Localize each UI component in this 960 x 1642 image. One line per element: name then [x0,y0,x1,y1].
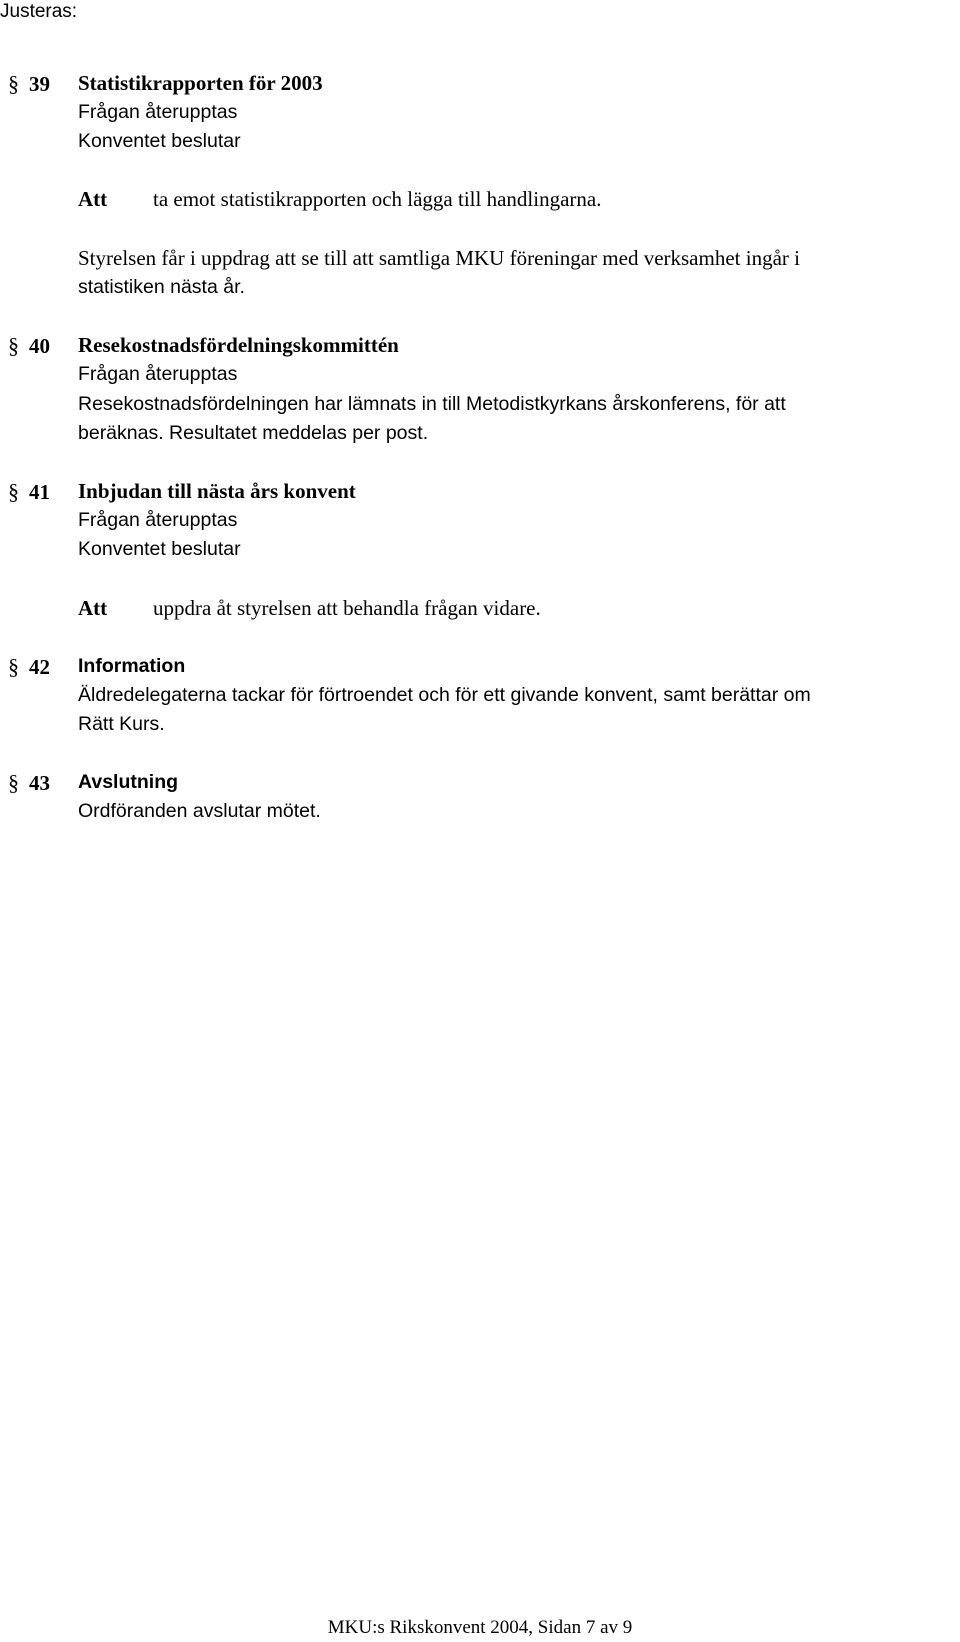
section-39-number [8,69,68,99]
section-41-line-1: Frågan återupptas [78,509,238,531]
section-41-line-2: Konventet beslutar [78,538,241,560]
section-39-line-2: Konventet beslutar [78,130,241,152]
section-40-paragraph-line-1: Resekostnadsfördelningen har lämnats in till Metodistkyrkans årskonferens, för att [78,393,786,415]
section-42-paragraph-line-1: Äldredelegaterna tackar för förtroendet och för ett givande konvent, samt berättar om [78,684,811,706]
section-41-att-text: uppdra åt styrelsen att behandla frågan vidare. [153,596,541,620]
section-40-line-1: Frågan återupptas [78,363,238,385]
section-40-paragraph-line-2: beräknas. Resultatet meddelas per post. [78,422,429,444]
section-42-title: Information [78,655,186,677]
section-number: 39 [29,72,50,96]
section-43-line-1: Ordföranden avslutar mötet. [78,800,321,822]
section-41-att-label: Att [78,596,108,620]
section-41-title: Inbjudan till nästa års konvent [78,479,356,503]
section-41-number [8,477,68,507]
section-39-att-label: Att [78,187,108,211]
section-symbol: § [8,71,19,96]
section-39-paragraph-line-2: statistiken nästa år. [78,276,245,298]
section-39-att-text: ta emot statistikrapporten och lägga till handlingarna. [153,187,602,211]
section-number: 40 [29,334,50,358]
section-42-paragraph-line-2: Rätt Kurs. [78,713,165,735]
section-40-number [8,331,68,361]
section-number: 41 [29,480,50,504]
section-number: 42 [29,655,50,679]
section-number: 43 [29,771,50,795]
section-40-title: Resekostnadsfördelningskommittén [78,333,399,357]
justeras-label: Justeras: [0,1,78,22]
section-39-title: Statistikrapporten för 2003 [78,71,323,95]
section-42-number [8,652,68,682]
page-footer: MKU:s Rikskonvent 2004, Sidan 7 av 9 [327,1617,633,1638]
section-39-line-1: Frågan återupptas [78,101,238,123]
section-43-number [8,768,68,798]
section-symbol: § [8,333,19,358]
section-symbol: § [8,479,19,504]
section-symbol: § [8,654,19,679]
section-39-paragraph-line-1: Styrelsen får i uppdrag att se till att samtliga MKU föreningar med verksamhet ingår i [78,246,800,270]
section-43-title: Avslutning [78,771,179,793]
section-symbol: § [8,770,19,795]
